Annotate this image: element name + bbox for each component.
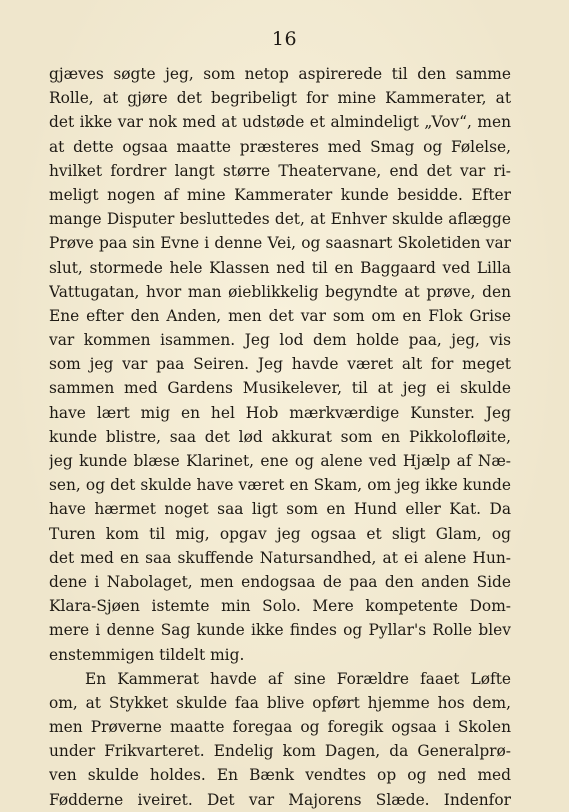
text-line: om, at Stykket skulde faa blive opført hjemme hos dem, <box>49 693 511 712</box>
text-line: Rolle, at gjøre det begribeligt for mine Kammerater, at <box>49 89 511 108</box>
text-line: Fødderne iveiret. Det var Majorens Slæde. Indenfor <box>49 790 511 809</box>
text-line: det med en saa skuffende Natursandhed, at ei alene Hun- <box>49 548 511 567</box>
text-line: Ene efter den Anden, men det var som om en Flok Grise <box>49 306 511 325</box>
text-line: mere i denne Sag kunde ikke findes og Pyllar's Rolle blev <box>49 621 511 640</box>
text-line: som jeg var paa Seiren. Jeg havde været alt for meget <box>49 355 511 374</box>
text-line: sen, og det skulde have været en Skam, om jeg ikke kunde <box>49 476 511 495</box>
page-number: 16 <box>271 28 298 50</box>
text-line: var kommen isammen. Jeg lod dem holde paa, jeg, vis <box>49 331 511 350</box>
body-text <box>49 62 511 812</box>
text-line: have lært mig en hel Hob mærkværdige Kunster. Jeg <box>49 403 511 422</box>
text-line: men Prøverne maatte foregaa og foregik ogsaa i Skolen <box>49 718 511 737</box>
text-line: jeg kunde blæse Klarinet, ene og alene ved Hjælp af Næ- <box>49 452 511 470</box>
text-line: mange Disputer besluttedes det, at Enhver skulde aflægge <box>49 210 511 229</box>
text-line: sammen med Gardens Musikelever, til at jeg ei skulde <box>49 379 511 398</box>
text-line: meligt nogen af mine Kammerater kunde besidde. Efter <box>49 185 511 204</box>
text-line: under Frikvarteret. Endelig kom Dagen, da Generalprø- <box>49 742 511 761</box>
text-line: have hærmet noget saa ligt som en Hund eller Kat. Da <box>49 500 511 519</box>
text-line: dene i Nabolaget, men endogsaa de paa den anden Side <box>49 572 511 591</box>
text-line: Prøve paa sin Evne i denne Vei, og saasnart Skoletiden var <box>49 234 511 253</box>
text-line: slut, stormede hele Klassen ned til en Baggaard ved Lilla <box>49 258 511 277</box>
text-line: det ikke var nok med at udstøde et almindeligt „Vov“, men <box>49 113 511 132</box>
text-line: at dette ogsaa maatte præsteres med Smag og Følelse, <box>49 137 511 156</box>
text-line: ven skulde holdes. En Bænk vendtes op og ned med <box>49 766 511 785</box>
text-line: gjæves søgte jeg, som netop aspirerede til den samme <box>49 65 511 83</box>
text-line: kunde blistre, saa det lød akkurat som en Pikkolofløite, <box>49 427 511 446</box>
paragraph-start-line: En Kammerat havde af sine Forældre faaet Løfte <box>85 669 511 688</box>
text-line: Turen kom til mig, opgav jeg ogsaa et sligt Glam, og <box>49 524 511 543</box>
text-line: hvilket fordrer langt større Theatervane, end det var ri- <box>49 161 511 180</box>
text-line: Klara-Sjøen istemte min Solo. Mere kompetente Dom- <box>49 597 511 616</box>
text-line: Vattugatan, hvor man øieblikkelig begyndte at prøve, den <box>49 282 511 301</box>
paragraph-end-line: enstemmigen tildelt mig. <box>49 645 245 664</box>
